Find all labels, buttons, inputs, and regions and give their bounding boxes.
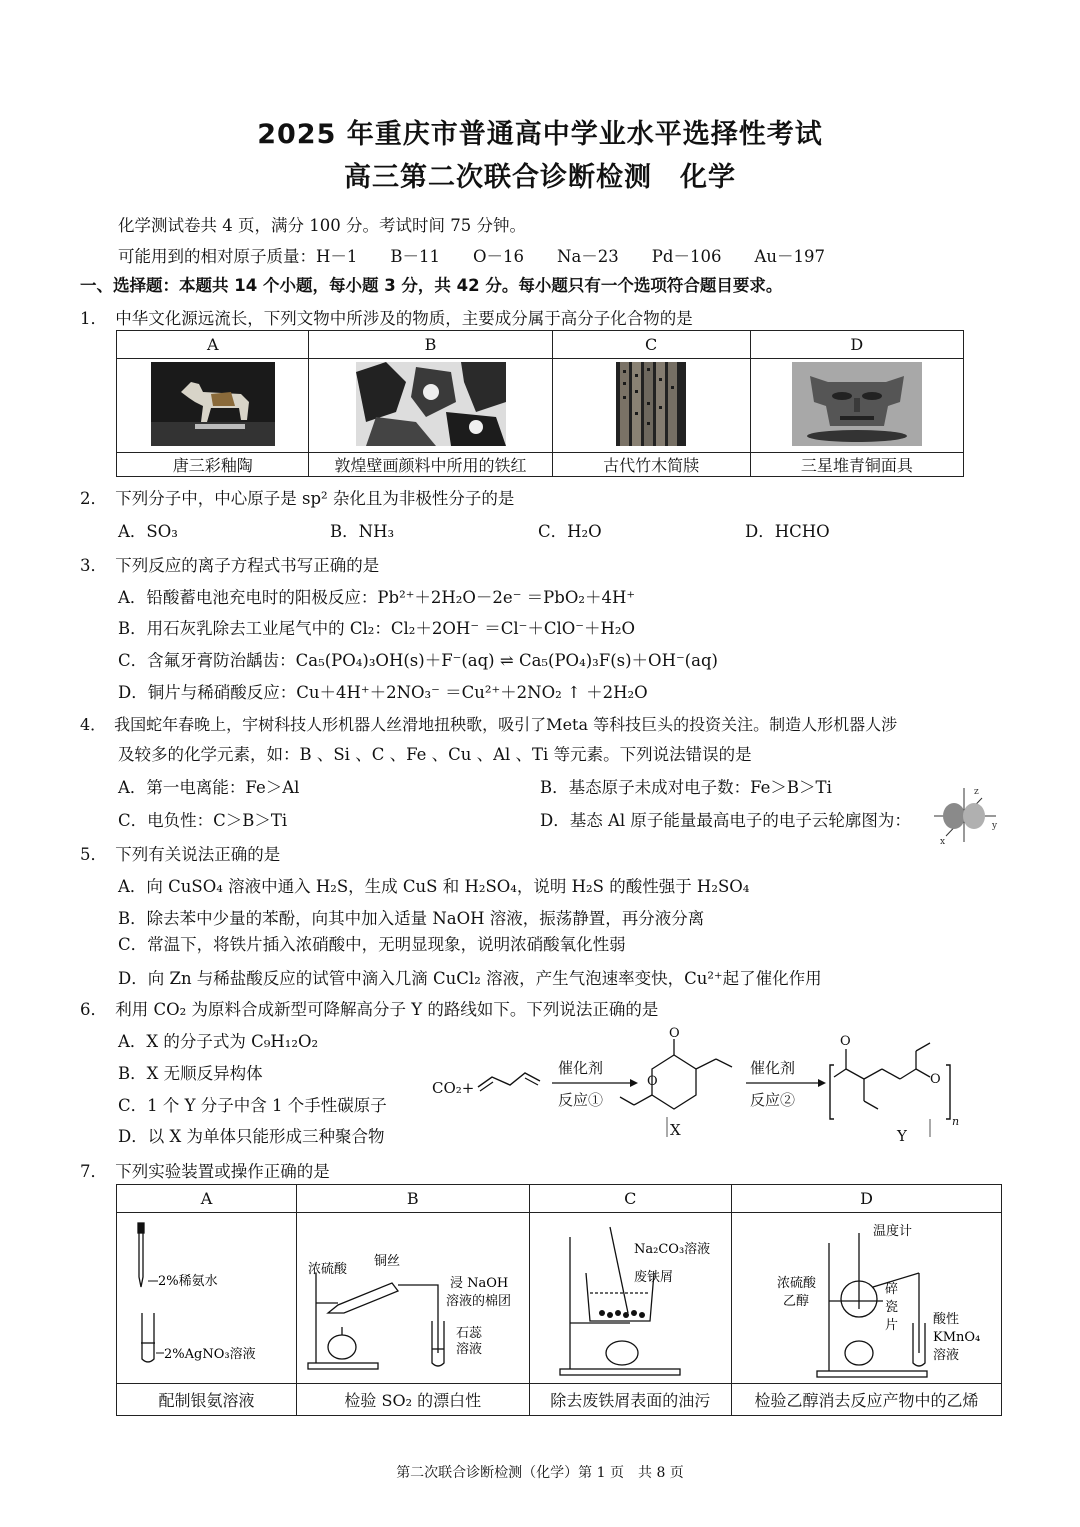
q2-option-c: C．H₂O <box>538 522 602 541</box>
scheme-reaction-1: 反应① <box>558 1091 604 1109</box>
q4-option-b: B．基态原子未成对电子数：Fe＞B＞Ti <box>540 778 832 797</box>
q7-caption-a: 配制银氨溶液 <box>117 1384 297 1416</box>
synthesis-scheme <box>430 1025 970 1147</box>
q1-image-cell-a <box>117 359 309 453</box>
scheme-ring-oxygen-y: O <box>930 1072 941 1087</box>
q5-option-d: D．向 Zn 与稀盐酸反应的试管中滴入几滴 CuCl₂ 溶液，产生气泡速率变快，Cu²⁺起了催化作用 <box>118 969 822 988</box>
q3-option-a: A．铅酸蓄电池充电时的阳极反应：Pb²⁺＋2H₂O－2e⁻ ＝PbO₂＋4H⁺ <box>118 588 636 607</box>
label-scrap-iron: 废铁屑 <box>634 1270 674 1285</box>
q5-stem: 5． 下列有关说法正确的是 <box>80 845 281 864</box>
q1-letter-b: B <box>309 331 552 359</box>
q6-stem: 6． 利用 CO₂ 为原料合成新型可降解高分子 Y 的路线如下。下列说法正确的是 <box>80 1000 659 1019</box>
label-ethanol: 乙醇 <box>782 1294 809 1309</box>
scheme-ring-oxygen-x: O <box>647 1074 658 1089</box>
q1-caption-d: 三星堆青铜面具 <box>750 453 963 477</box>
scheme-subscript-n: n <box>952 1115 960 1128</box>
scheme-carbonyl-oxygen-x: O <box>669 1026 680 1041</box>
bronze-mask-image <box>792 362 922 446</box>
q1-letter-a: A <box>117 331 309 359</box>
q4-stem-line-1: 4． 我国蛇年春晚上，宇树科技人形机器人丝滑地扭秧歌，吸引了Meta 等科技巨头的投资关注。制造人形机器人涉 <box>80 715 898 734</box>
q7-letter-a: A <box>117 1185 297 1213</box>
svg-text:z: z <box>974 787 979 797</box>
q7-caption-b: 检验 SO₂ 的漂白性 <box>297 1384 530 1416</box>
page-title: 2025 年重庆市普通高中学业水平选择性考试 <box>257 119 823 150</box>
q7-stem: 7． 下列实验装置或操作正确的是 <box>80 1162 330 1181</box>
page-footer: 第二次联合诊断检测（化学）第 1 页 共 8 页 <box>396 1465 684 1481</box>
q2-option-a: A．SO₃ <box>118 522 178 541</box>
scheme-reactant: CO₂+ <box>432 1079 475 1097</box>
label-broken-porcelain-2: 瓷 <box>884 1300 898 1315</box>
q5-option-b: B．除去苯中少量的苯酚，向其中加入适量 NaOH 溶液，振荡静置，再分液分离 <box>118 909 705 928</box>
label-silver-nitrate: 2%AgNO₃溶液 <box>163 1347 256 1362</box>
q6-option-b: B．X 无顺反异构体 <box>118 1064 263 1083</box>
q1-letter-d: D <box>750 331 963 359</box>
label-d-conc-sulfuric: 浓硫酸 <box>776 1276 816 1291</box>
q1-image-cell-c <box>552 359 750 453</box>
intro-line-1: 化学测试卷共 4 页，满分 100 分。考试时间 75 分钟。 <box>118 216 526 235</box>
q3-option-c: C．含氟牙膏防治龋齿：Ca₅(PO₄)₃OH(s)＋F⁻(aq) ⇌ Ca₅(PO₄)₃F(s)＋OH⁻(aq) <box>118 651 718 670</box>
q1-caption-b: 敦煌壁画颜料中所用的铁红 <box>309 453 552 477</box>
label-kmno4-solution: 溶液 <box>932 1348 959 1363</box>
q2-option-b: B．NH₃ <box>330 522 395 541</box>
q5-option-a: A．向 CuSO₄ 溶液中通入 H₂S，生成 CuS 和 H₂SO₄，说明 H₂S 的酸性强于 H₂SO₄ <box>118 877 750 896</box>
q6-option-c: C．1 个 Y 分子中含 1 个手性碳原子 <box>118 1096 387 1115</box>
label-dilute-ammonia: 2%稀氨水 <box>157 1274 218 1289</box>
label-thermometer: 温度计 <box>872 1224 912 1239</box>
q1-caption-c: 古代竹木简牍 <box>552 453 750 477</box>
page-subtitle: 高三第二次联合诊断检测 化学 <box>344 162 736 193</box>
p-orbital-diagram <box>930 786 1000 846</box>
q7-letter-b: B <box>297 1185 530 1213</box>
q1-caption-a: 唐三彩釉陶 <box>117 453 309 477</box>
q4-option-c: C．电负性：C＞B＞Ti <box>118 811 288 830</box>
svg-text:x: x <box>940 837 946 846</box>
scheme-reaction-2: 反应② <box>750 1091 796 1109</box>
q4-option-a: A．第一电离能：Fe＞Al <box>118 778 300 797</box>
scheme-label-x: X <box>670 1121 681 1139</box>
label-litmus-solution: 溶液 <box>455 1342 482 1357</box>
label-sodium-carbonate: Na₂CO₃溶液 <box>634 1242 711 1257</box>
label-acidic: 酸性 <box>932 1312 959 1327</box>
label-broken-porcelain-3: 片 <box>884 1318 898 1333</box>
bamboo-slips-image <box>616 362 686 446</box>
q1-image-cell-d <box>750 359 963 453</box>
q7-apparatus-d <box>732 1213 1002 1384</box>
q6-option-d: D．以 X 为单体只能形成三种聚合物 <box>118 1127 385 1146</box>
intro-line-2: 可能用到的相对原子质量：H－1 B－11 O－16 Na－23 Pd－106 Au－197 <box>118 247 825 266</box>
q3-option-d: D．铜片与稀硝酸反应：Cu＋4H⁺＋2NO₃⁻ ＝Cu²⁺＋2NO₂ ↑ ＋2H₂O <box>118 683 648 702</box>
scheme-label-y: Y <box>897 1127 907 1145</box>
q7-apparatus-a <box>117 1213 297 1384</box>
q7-apparatus-c <box>529 1213 732 1384</box>
q4-option-d: D．基态 Al 原子能量最高电子的电子云轮廓图为： <box>540 811 911 830</box>
scheme-carbonyl-oxygen-y: O <box>840 1034 851 1049</box>
q1-letter-c: C <box>552 331 750 359</box>
q1-image-cell-b <box>309 359 552 453</box>
label-naoh-soaked: 浸 NaOH <box>449 1276 509 1291</box>
label-litmus: 石蕊 <box>455 1326 482 1341</box>
q3-option-b: B．用石灰乳除去工业尾气中的 Cl₂：Cl₂＋2OH⁻ ＝Cl⁻＋ClO⁻＋H₂O <box>118 619 636 638</box>
tang-horse-image <box>151 362 275 446</box>
q6-option-a: A．X 的分子式为 C₉H₁₂O₂ <box>118 1032 319 1051</box>
label-kmno4: KMnO₄ <box>932 1330 980 1345</box>
q7-caption-c: 除去废铁屑表面的油污 <box>529 1384 732 1416</box>
scheme-catalyst-1: 催化剂 <box>558 1059 604 1077</box>
section-heading: 一、选择题：本题共 14 个小题，每小题 3 分，共 42 分。每小题只有一个选项符合题目要求。 <box>80 276 783 295</box>
label-cotton-ball: 溶液的棉团 <box>445 1294 511 1309</box>
q3-stem: 3． 下列反应的离子方程式书写正确的是 <box>80 556 380 575</box>
q7-letter-d: D <box>732 1185 1002 1213</box>
q7-letter-c: C <box>529 1185 732 1213</box>
q7-caption-d: 检验乙醇消去反应产物中的乙烯 <box>732 1384 1002 1416</box>
dunhuang-mural-image <box>356 362 506 446</box>
q1-table <box>116 330 964 477</box>
q5-option-c: C．常温下，将铁片插入浓硝酸中，无明显现象，说明浓硝酸氧化性弱 <box>118 935 626 954</box>
svg-text:y: y <box>992 821 998 831</box>
q4-stem-line-2: 及较多的化学元素，如：B 、Si 、C 、Fe 、Cu 、Al 、Ti 等元素。下列说法错误的是 <box>118 745 752 764</box>
q2-stem: 2． 下列分子中，中心原子是 sp² 杂化且为非极性分子的是 <box>80 489 515 508</box>
q1-stem: 1． 中华文化源远流长，下列文物中所涉及的物质，主要成分属于高分子化合物的是 <box>80 309 693 328</box>
q7-apparatus-b <box>297 1213 530 1384</box>
label-broken-porcelain-1: 碎 <box>884 1282 898 1297</box>
q7-table <box>116 1184 1002 1416</box>
q2-option-d: D．HCHO <box>745 522 830 541</box>
label-conc-sulfuric-acid: 浓硫酸 <box>307 1262 347 1277</box>
label-copper-wire: 铜丝 <box>373 1254 400 1269</box>
scheme-catalyst-2: 催化剂 <box>750 1059 796 1077</box>
